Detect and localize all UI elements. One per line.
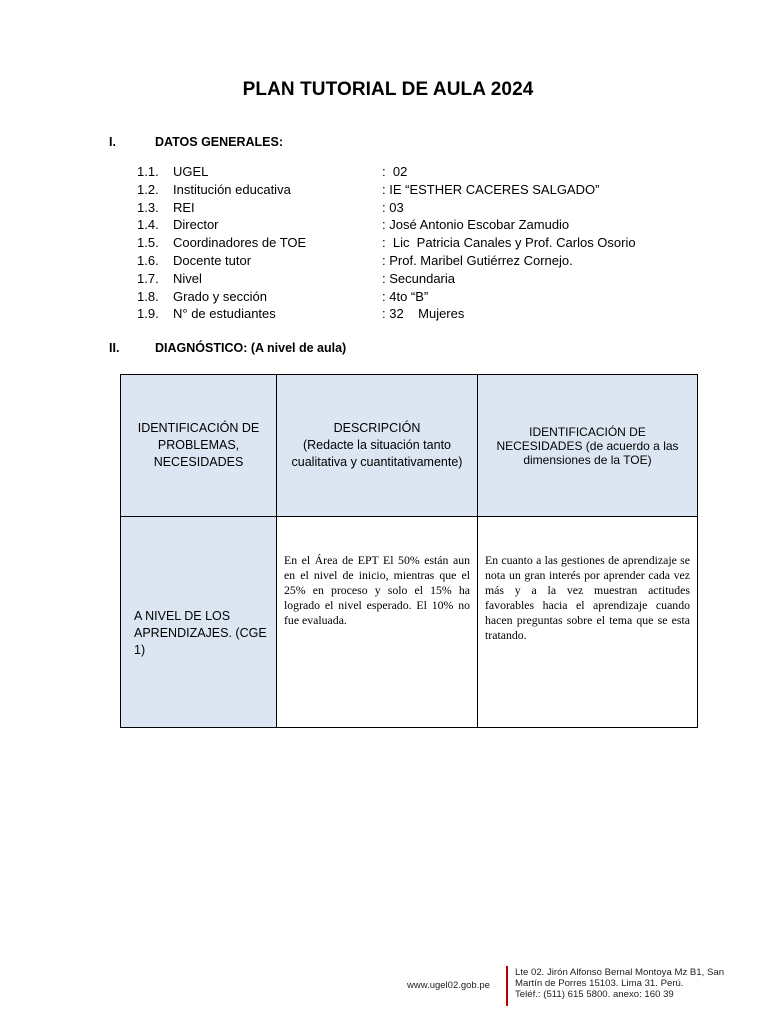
list-item bbox=[137, 305, 697, 323]
item-label: REI bbox=[173, 199, 195, 215]
level-cell bbox=[121, 517, 277, 728]
header-description-title: DESCRIPCIÓN bbox=[333, 421, 421, 435]
list-item bbox=[137, 216, 697, 234]
header-description-note: (Redacte la situación tanto cualitativa y cuantitativamente) bbox=[291, 438, 463, 469]
item-number: 1.4. bbox=[137, 217, 159, 233]
item-value: : Secundaria bbox=[382, 270, 455, 286]
item-label: N° de estudiantes bbox=[173, 306, 276, 322]
diagnosis-table bbox=[120, 374, 698, 728]
needs-cell: En cuanto a las gestiones de aprendizaje se nota un gran interés por aprender cada vez más y a la vez muestran actitudes favorables hacia el aprendizaje cuando hacen preguntas sobre el tema que se esta tratando. bbox=[478, 517, 698, 728]
header-needs-line: NECESIDADES (de acuerdo a las bbox=[496, 438, 679, 453]
item-label: Director bbox=[173, 217, 219, 233]
table-header-row bbox=[121, 375, 698, 517]
item-value: : IE “ESTHER CACERES SALGADO” bbox=[382, 181, 600, 197]
list-item bbox=[137, 199, 697, 217]
footer-divider bbox=[506, 966, 508, 1006]
table-row bbox=[121, 517, 698, 728]
item-number: 1.1. bbox=[137, 164, 159, 179]
list-item bbox=[137, 270, 697, 288]
list-item bbox=[137, 163, 697, 181]
item-value: : José Antonio Escobar Zamudio bbox=[382, 217, 570, 233]
footer-address-line: Teléf.: (511) 615 5800. anexo: 160 39 bbox=[515, 988, 674, 1000]
general-data-list bbox=[137, 163, 697, 323]
item-number: 1.8. bbox=[137, 288, 159, 304]
item-value: : Lic Patricia Canales y Prof. Carlos Osorio bbox=[382, 235, 636, 251]
item-number: 1.2. bbox=[137, 181, 159, 197]
header-cell-problems bbox=[121, 375, 277, 517]
header-needs-line: IDENTIFICACIÓN DE bbox=[529, 424, 646, 439]
item-number: 1.5. bbox=[137, 235, 159, 251]
description-cell: En el Área de EPT El 50% están aun en el nivel de inicio, mientras que el 25% en proceso y solo el 15% ha logrado el nivel esperado. El 10% no fue evaluada. bbox=[277, 517, 478, 728]
footer-address bbox=[515, 968, 724, 1000]
item-label: Coordinadores de TOE bbox=[173, 235, 307, 251]
section-number: I. bbox=[109, 135, 116, 149]
header-cell-description bbox=[277, 375, 478, 517]
footer-address-line: Martín de Porres 15103. Lima 31. Perú. bbox=[515, 977, 684, 989]
footer-website: www.ugel02.gob.pe bbox=[407, 980, 490, 991]
item-number: 1.6. bbox=[137, 252, 159, 268]
item-label: Grado y sección bbox=[173, 288, 267, 304]
footer-address-line: Lte 02. Jirón Alfonso Bernal Montoya Mz B1, San bbox=[515, 967, 725, 978]
item-label: UGEL bbox=[173, 164, 209, 179]
item-value: : Prof. Maribel Gutiérrez Cornejo. bbox=[382, 252, 573, 268]
header-cell-needs bbox=[478, 375, 698, 517]
header-problems-text: IDENTIFICACIÓN DE PROBLEMAS, NECESIDADES bbox=[137, 421, 260, 469]
item-value: : 03 bbox=[382, 199, 404, 215]
section-label: DIAGNÓSTICO: (A nivel de aula) bbox=[155, 341, 347, 355]
item-value: : 4to “B” bbox=[382, 288, 429, 304]
section-label: DATOS GENERALES: bbox=[155, 135, 284, 149]
list-item bbox=[137, 288, 697, 306]
header-needs-line: dimensiones de la TOE) bbox=[523, 452, 652, 467]
list-item bbox=[137, 234, 697, 252]
header-description-text bbox=[277, 420, 477, 471]
header-needs-text bbox=[478, 425, 697, 467]
item-value: : 32 Mujeres bbox=[382, 306, 465, 322]
item-number: 1.9. bbox=[137, 306, 159, 322]
list-item bbox=[137, 181, 697, 199]
item-label: Docente tutor bbox=[173, 252, 252, 268]
page-title: PLAN TUTORIAL DE AULA 2024 bbox=[242, 79, 534, 100]
item-label: Institución educativa bbox=[173, 181, 291, 197]
section-number: II. bbox=[109, 341, 120, 355]
item-value: : 02 bbox=[382, 164, 408, 179]
list-item bbox=[137, 252, 697, 270]
item-number: 1.3. bbox=[137, 199, 159, 215]
item-number: 1.7. bbox=[137, 270, 159, 286]
level-label: A NIVEL DE LOS APRENDIZAJES. (CGE 1) bbox=[134, 608, 267, 657]
item-label: Nivel bbox=[173, 270, 202, 286]
